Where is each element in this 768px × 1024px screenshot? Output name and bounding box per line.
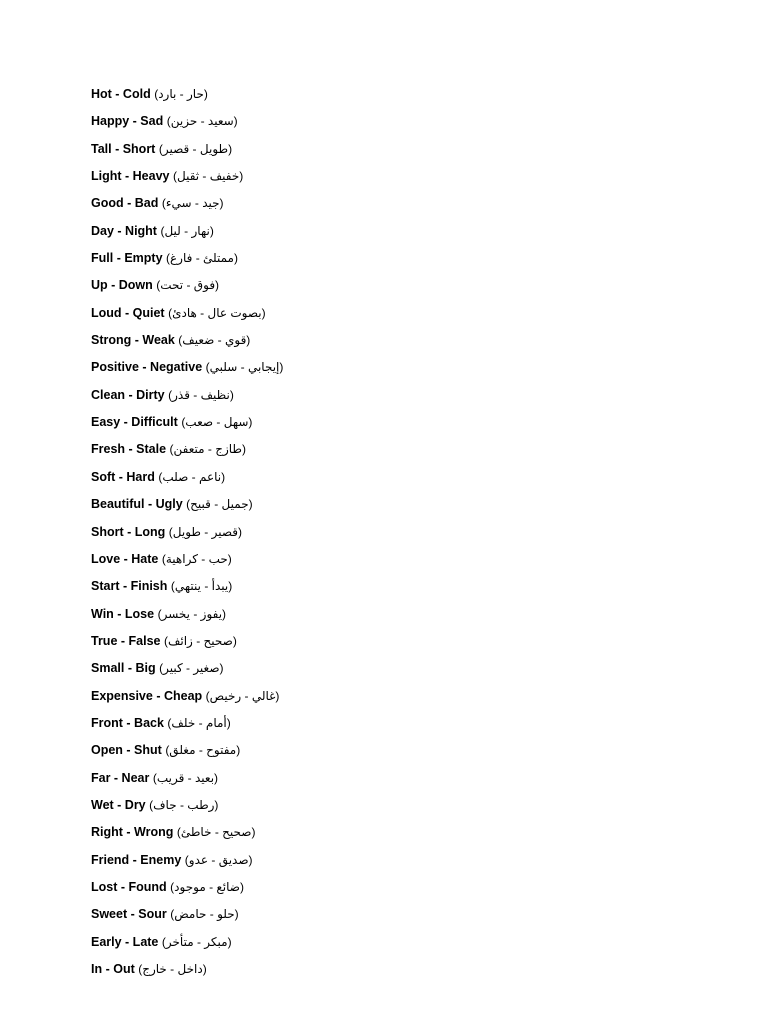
list-item — [91, 495, 283, 522]
english-pair: Early - Late — [91, 934, 159, 949]
arabic-translation: (خفيف - ثقيل) — [172, 169, 244, 184]
list-item — [91, 276, 283, 303]
opposites-word-list — [91, 85, 283, 987]
english-pair: Soft - Hard — [91, 469, 155, 484]
arabic-translation: (ناعم - صلب) — [158, 469, 226, 484]
arabic-translation: (أمام - خلف) — [167, 715, 231, 730]
list-item — [91, 577, 283, 604]
english-pair: Positive - Negative — [91, 360, 203, 375]
list-item — [91, 960, 283, 987]
arabic-translation: (طازج - متعفن) — [169, 442, 246, 457]
arabic-translation: (مفتوح - مغلق) — [165, 743, 241, 758]
arabic-translation: (حلو - حامض) — [170, 907, 239, 922]
arabic-translation: (ضائع - موجود) — [170, 879, 244, 894]
arabic-translation: (نظيف - قذر) — [168, 387, 234, 402]
arabic-translation: (جميل - قبيح) — [186, 497, 253, 512]
list-item — [91, 440, 283, 467]
arabic-translation: (سعيد - حزين) — [166, 114, 238, 129]
english-pair: Friend - Enemy — [91, 852, 182, 867]
list-item — [91, 85, 283, 112]
english-pair: Win - Lose — [91, 606, 155, 621]
list-item — [91, 468, 283, 495]
list-item — [91, 905, 283, 932]
list-item — [91, 222, 283, 249]
arabic-translation: (جيد - سيء) — [161, 196, 224, 211]
english-pair: Fresh - Stale — [91, 442, 167, 457]
list-item — [91, 249, 283, 276]
list-item — [91, 413, 283, 440]
list-item — [91, 687, 283, 714]
list-item — [91, 140, 283, 167]
english-pair: Full - Empty — [91, 251, 163, 266]
arabic-translation: (حار - بارد) — [154, 87, 208, 101]
arabic-translation: (إيجابي - سلبي) — [205, 360, 284, 375]
list-item — [91, 523, 283, 550]
english-pair: Love - Hate — [91, 551, 159, 566]
english-pair: In - Out — [91, 962, 135, 976]
list-item — [91, 741, 283, 768]
list-item — [91, 796, 283, 823]
arabic-translation: (ممتلئ - فارغ) — [166, 251, 238, 266]
arabic-translation: (رطب - جاف) — [149, 797, 219, 812]
arabic-translation: (صحيح - زائف) — [163, 633, 237, 648]
english-pair: Start - Finish — [91, 579, 168, 594]
arabic-translation: (داخل - خارج) — [138, 962, 207, 976]
arabic-translation: (بصوت عال - هادئ) — [168, 305, 266, 320]
english-pair: Tall - Short — [91, 141, 156, 156]
english-pair: Beautiful - Ugly — [91, 497, 183, 512]
arabic-translation: (نهار - ليل) — [160, 223, 214, 238]
arabic-translation: (صحيح - خاطئ) — [176, 825, 256, 840]
arabic-translation: (قصير - طويل) — [168, 524, 242, 539]
english-pair: Expensive - Cheap — [91, 688, 203, 703]
english-pair: Clean - Dirty — [91, 387, 165, 402]
english-pair: Front - Back — [91, 715, 164, 730]
list-item — [91, 823, 283, 850]
english-pair: Open - Shut — [91, 743, 162, 758]
list-item — [91, 331, 283, 358]
arabic-translation: (حب - كراهية) — [161, 551, 232, 566]
list-item — [91, 550, 283, 577]
list-item — [91, 769, 283, 796]
list-item — [91, 714, 283, 741]
list-item — [91, 386, 283, 413]
english-pair: Strong - Weak — [91, 333, 175, 348]
english-pair: Light - Heavy — [91, 169, 170, 184]
english-pair: Hot - Cold — [91, 87, 151, 101]
english-pair: Small - Big — [91, 661, 156, 676]
list-item — [91, 112, 283, 139]
english-pair: Up - Down — [91, 278, 153, 293]
english-pair: Far - Near — [91, 770, 150, 785]
list-item — [91, 878, 283, 905]
english-pair: Wet - Dry — [91, 797, 146, 812]
arabic-translation: (مبكر - متأخر) — [161, 934, 232, 949]
arabic-translation: (فوق - تحت) — [156, 278, 220, 293]
arabic-translation: (يفوز - يخسر) — [157, 606, 227, 621]
list-item — [91, 632, 283, 659]
english-pair: Easy - Difficult — [91, 415, 178, 430]
english-pair: Right - Wrong — [91, 825, 174, 840]
arabic-translation: (طويل - قصير) — [158, 141, 233, 156]
arabic-translation: (بعيد - قريب) — [152, 770, 219, 785]
list-item — [91, 933, 283, 960]
english-pair: Lost - Found — [91, 879, 167, 894]
english-pair: True - False — [91, 633, 161, 648]
list-item — [91, 605, 283, 632]
english-pair: Sweet - Sour — [91, 907, 167, 922]
arabic-translation: (قوي - ضعيف) — [178, 333, 251, 348]
list-item — [91, 659, 283, 686]
arabic-translation: (يبدأ - ينتهي) — [170, 579, 233, 594]
arabic-translation: (غالي - رخيص) — [205, 688, 280, 703]
english-pair: Short - Long — [91, 524, 166, 539]
arabic-translation: (صديق - عدو) — [184, 852, 253, 867]
english-pair: Day - Night — [91, 223, 157, 238]
list-item — [91, 851, 283, 878]
arabic-translation: (سهل - صعب) — [181, 415, 253, 430]
arabic-translation: (صغير - كبير) — [159, 661, 224, 676]
english-pair: Happy - Sad — [91, 114, 164, 129]
list-item — [91, 194, 283, 221]
list-item — [91, 167, 283, 194]
list-item — [91, 304, 283, 331]
english-pair: Good - Bad — [91, 196, 159, 211]
list-item — [91, 358, 283, 385]
english-pair: Loud - Quiet — [91, 305, 165, 320]
